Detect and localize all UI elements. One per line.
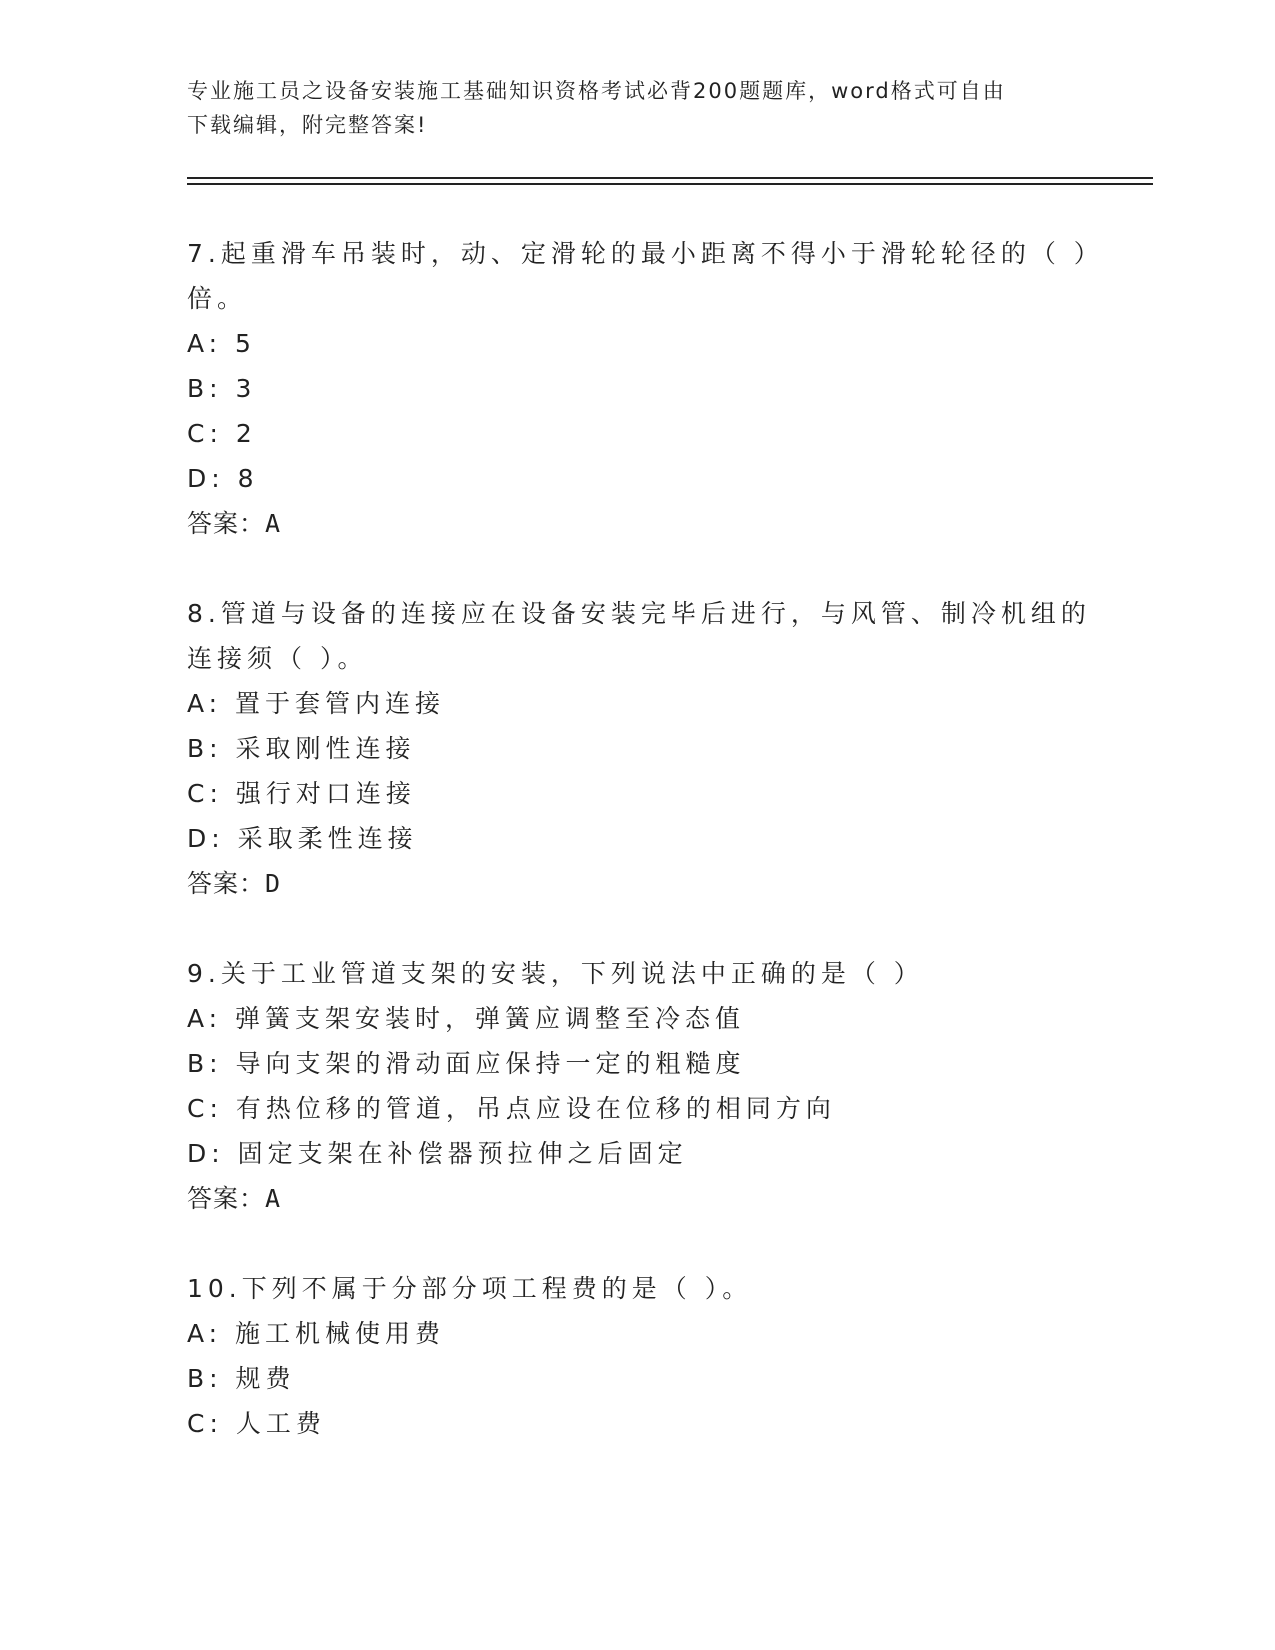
answer-value: A — [265, 1184, 282, 1213]
question-7-stem-line-2: 倍。 — [187, 284, 248, 313]
question-8-stem-line-2: 连接须（ ）。 — [187, 644, 368, 673]
question-7-option-a: A: 5 — [187, 329, 256, 358]
question-8-stem-line-1: 8.管道与设备的连接应在设备安装完毕后进行，与风管、制冷机组的 — [187, 599, 1091, 628]
answer-value: D — [265, 869, 282, 898]
answer-value: A — [265, 509, 282, 538]
header-line-2: 下载编辑，附完整答案! — [187, 113, 428, 137]
question-9-option-b: B: 导向支架的滑动面应保持一定的粗糙度 — [187, 1049, 746, 1078]
question-10-option-a: A: 施工机械使用费 — [187, 1319, 446, 1348]
document-header — [187, 74, 1067, 142]
question-7-option-c: C: 2 — [187, 419, 257, 448]
question-8-option-b: B: 采取刚性连接 — [187, 734, 416, 763]
question-10-option-b: B: 规费 — [187, 1364, 296, 1393]
question-9-option-d: D: 固定支架在补偿器预拉伸之后固定 — [187, 1139, 688, 1168]
header-line-1: 专业施工员之设备安装施工基础知识资格考试必背200题题库，word格式可自由 — [187, 79, 1006, 103]
question-8-answer — [187, 867, 281, 901]
question-9-option-a: A: 弹簧支架安装时，弹簧应调整至冷态值 — [187, 1004, 746, 1033]
question-7-option-d: D: 8 — [187, 464, 259, 493]
question-9-option-c: C: 有热位移的管道，吊点应设在位移的相同方向 — [187, 1094, 836, 1123]
question-9-answer — [187, 1182, 281, 1216]
question-7-option-b: B: 3 — [187, 374, 257, 403]
answer-label: 答案： — [187, 869, 266, 898]
header-divider-top — [187, 177, 1153, 179]
answer-label: 答案： — [187, 1184, 266, 1213]
question-7-stem-line-1: 7.起重滑车吊装时，动、定滑轮的最小距离不得小于滑轮轮径的（ ） — [187, 239, 1104, 268]
question-7-answer — [187, 507, 281, 541]
question-9-stem-line-1: 9.关于工业管道支架的安装，下列说法中正确的是（ ） — [187, 959, 924, 988]
question-8-option-c: C: 强行对口连接 — [187, 779, 416, 808]
header-divider-bottom — [187, 183, 1153, 185]
question-8-option-a: A: 置于套管内连接 — [187, 689, 446, 718]
answer-label: 答案： — [187, 509, 266, 538]
question-10-stem-line-1: 10.下列不属于分部分项工程费的是（ ）。 — [187, 1274, 753, 1303]
question-8-option-d: D: 采取柔性连接 — [187, 824, 418, 853]
question-10-option-c: C: 人工费 — [187, 1409, 326, 1438]
